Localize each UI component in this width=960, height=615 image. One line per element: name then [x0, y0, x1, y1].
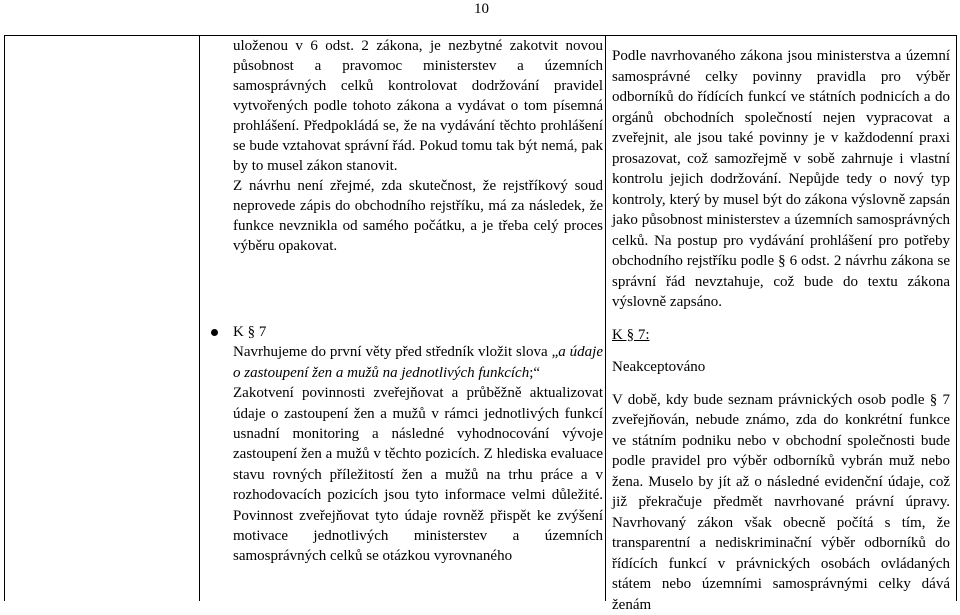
spacer: [612, 378, 950, 390]
section-heading: K § 7: [233, 322, 603, 342]
comments-column: [233, 36, 603, 256]
comment-paragraph: uloženou v 6 odst. 2 zákona, je nezbytné zakotvit novou působnost a pravomoc ministerstev a územních samosprávných celků kontrolovat dodržování pravidel vytvořených podle tohoto zákona a vydávat o tom písemná prohlášení. Předpokládá se, že na vydávání těchto prohlášení se bude vztahovat správní řád. Pokud tomu tak být nemá, pak by to musel zákon stanovit.: [233, 36, 603, 176]
proposal-lead: Navrhujeme do první věty před středník vložit slova „: [233, 344, 558, 360]
column-divider: [605, 36, 606, 601]
spacer: [612, 313, 950, 325]
proposal-text: [233, 342, 603, 383]
spacer: [612, 345, 950, 357]
bullet-icon: [211, 329, 218, 336]
response-paragraph: Podle navrhovaného zákona jsou ministerstva a územní samosprávné celky povinny pravidla pro výběr odborníků do řídících funkcí ve státních podnicích a do orgánů obchodních společností nejen vypracovat a zveřejnit, ale jsou také povinny je v každodenní praxi prosazovat, což samozřejmě v sobě zahrnuje i vlastní kontrolu jejich dodržování. Nepůjde tedy o nový typ kontroly, který by musel být do zákona výslovně zapsán jako působnost ministerstev a územních samosprávných celků. Na postup pro vydávání prohlášení pro potřeby obchodního rejstříku podle § 6 odst. 2 návrhu zákona se správní řád nevztahuje, což bude do textu zákona výslovně zapsáno.: [612, 46, 950, 313]
response-heading: K § 7:: [612, 325, 950, 346]
comment-paragraph: Z návrhu není zřejmé, zda skutečnost, že rejstříkový soud neprovede zápis do obchodního rejstříku, má za následek, že funkce nevznikla od samého počátku, a je třeba celý proces výběru opakovat.: [233, 176, 603, 256]
page-number: 10: [474, 0, 489, 18]
proposal-end: ;“: [529, 365, 540, 381]
response-column: [612, 46, 950, 615]
comment-bullet: [233, 322, 603, 567]
response-status: Neakceptováno: [612, 357, 950, 378]
column-divider: [199, 36, 200, 601]
response-paragraph: V době, kdy bude seznam právnických osob podle § 7 zveřejňován, nebude známo, zda do konkrétní funkce ve státním podniku nebo v obchodní společnosti bude podle pravidel pro výběr odborníků vybrán muž nebo žena. Muselo by jít až o následné evidenční údaje, což již překračuje předmět navrhované právní úpravy. Navrhovaný zákon však obecně počítá s tím, že transparentní a nediskriminační výběr odborníků do řídících funkcí v právnických osobách ovládaných státem nebo územními samosprávnými celky dává ženám: [612, 390, 950, 615]
proposal-quote: a údaje o zastoupení žen a mužů na jednotlivých funkcích: [233, 344, 603, 380]
justification-paragraph: Zakotvení povinnosti zveřejňovat a průběžně aktualizovat údaje o zastoupení žen a mužů v rámci jednotlivých funkcí usnadní monitoring a následné vyhodnocování vývoje zastoupení žen a mužů v těchto pozicích. Z hlediska evaluace stavu rovných příležitostí žen a mužů na trhu práce a v rozhodovacích pozicích jsou tyto informace velmi důležité. Povinnost zveřejňovat tyto údaje rovněž přispět ke zvýšení motivace jednotlivých ministerstev a územních samosprávných celků se otázkou vyrovnaného: [233, 383, 603, 567]
